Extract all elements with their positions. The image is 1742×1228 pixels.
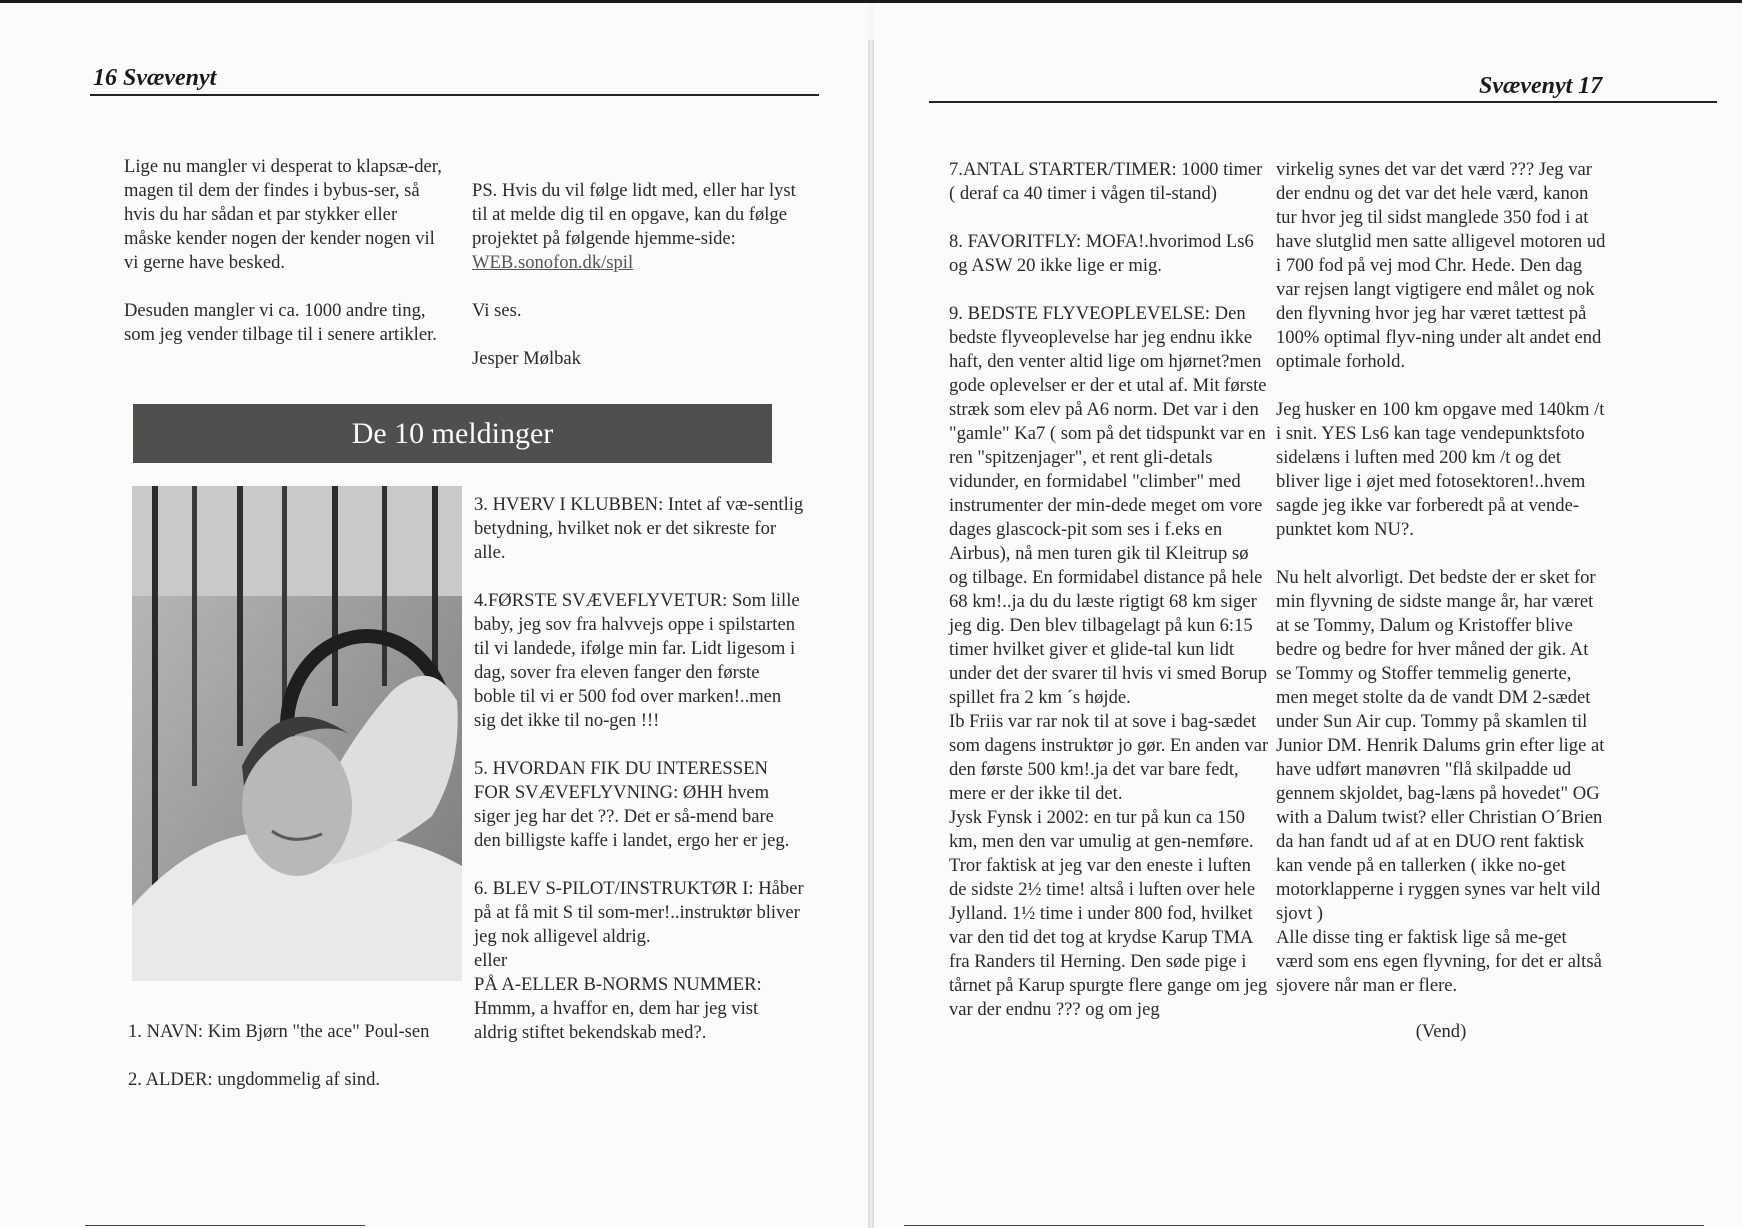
answer-name: 1. NAVN: Kim Bjørn "the ace" Poul-sen: [128, 1021, 430, 1042]
answer-6-or: eller: [474, 950, 508, 971]
author-name: Jesper Mølbak: [472, 348, 581, 369]
intro-column: [124, 155, 449, 371]
page-header-left: 16 Svævenyt: [93, 65, 217, 91]
section-banner: De 10 meldinger: [133, 404, 772, 463]
answer-4: 4.FØRSTE SVÆVEFLYVETUR: Som lille baby, jeg sov fra halvvejs oppe i spilstarten til vi landede, ifølge min far. Lidt ligesom i dag, sover fra eleven fanger den første boble til vi er 500 fod over marken!..men sig det ikke til no-gen !!!: [474, 590, 800, 731]
answer-9-cont-2: Jysk Fynsk i 2002: en tur på kun ca 150 km, men den var umulig at gen-nemføre. Tror faktisk at jeg var den eneste i luften de sidste 2½ time! altså i luften over hele Jylland. 1½ time i under 800 fod, hvilket var den tid det tog at krydse Karup TMA fra Randers til Herning. Den søde pige i tårnet på Karup spurgte flere gange om jeg var der endnu ??? og om jeg: [949, 807, 1268, 1020]
right-column-2: [1276, 158, 1606, 1068]
answer-6: 6. BLEV S-PILOT/INSTRUKTØR I: Håber på at få mit S til som-mer!..instruktør bliver jeg nok alligevel aldrig.: [474, 878, 804, 947]
answer-6-alt: PÅ A-ELLER B-NORMS NUMMER: Hmmm, a hvaffor en, dem har jeg vist aldrig stiftet bekendskab med?.: [474, 974, 762, 1043]
story-paragraph-2: Jeg husker en 100 km opgave med 140km /t i snit. YES Ls6 kan tage vendepunktsfoto sidelæns i luften med 200 km /t og det bliver lige i øjet med fotosektoren!..hvem sagde jeg ikke var forberedt på at vende-punktet kom NU?.: [1276, 399, 1605, 540]
intro-paragraph-2: Desuden mangler vi ca. 1000 andre ting, som jeg vender tilbage til i senere artikler.: [124, 300, 437, 345]
answer-age: 2. ALDER: ungdommelig af sind.: [128, 1069, 381, 1090]
answers-column: [474, 493, 804, 1045]
intro-paragraph-1: Lige nu mangler vi desperat to klapsæ-der, magen til dem der findes i bybus-ser, så hvis du har sådan et par stykker eller måske kender nogen der kender nogen vil vi gerne have besked.: [124, 156, 442, 273]
page-header-right: Svævenyt 17: [1479, 73, 1603, 99]
ps-paragraph: [472, 179, 812, 275]
answer-5: 5. HVORDAN FIK DU INTERESSEN FOR SVÆVEFLYVNING: ØHH hvem siger jeg har det ??. Det er så-mend bare den billigste kaffe i landet, ergo her er jeg.: [474, 758, 790, 851]
left-page: [0, 3, 868, 1228]
right-page: [874, 3, 1742, 1228]
answer-9-cont-1: Ib Friis var rar nok til at sove i bag-sædet som dagens instruktør jo gør. En anden var den første 500 km!.ja det var bare fedt, mere er der ikke til det.: [949, 711, 1269, 804]
answer-8: 8. FAVORITFLY: MOFA!.hvorimod Ls6 og ASW 20 ikke lige er mig.: [949, 231, 1254, 276]
portrait-illustration: [132, 486, 462, 981]
answer-7: 7.ANTAL STARTER/TIMER: 1000 timer ( deraf ca 40 timer i vågen til-stand): [949, 159, 1263, 204]
header-rule-right: [929, 101, 1717, 103]
answer-9: 9. BEDSTE FLYVEOPLEVELSE: Den bedste flyveoplevelse har jeg endnu ikke haft, den venter altid lige om hjørnet?men gode oplevelser er der et utal af. Mit første stræk som elev på A6 norm. Det var i den "gamle" Ka7 ( som på det tidspunkt var en ren "spitzenjager", et rent gli-detals vidunder, en formidabel "climber" med instrumenter der min-dede meget om vore dages glascock-pit som ses i f.eks en Airbus), nå men turen gik til Kleitrup sø og tilbage. En formidabel distance på hele 68 km!..ja du du læste rigtigt 68 km siger jeg dig. Den blev tilbagelagt på kun 6:15 timer hvilket giver et glide-tal kun lidt under det der svarer til hvis vi smed Borup spillet fra 2 km ´s højde.: [949, 303, 1268, 708]
portrait-photo: [132, 486, 462, 981]
project-link[interactable]: WEB.sonofon.dk/spil: [472, 252, 634, 273]
ps-text: PS. Hvis du vil følge lidt med, eller har lyst til at melde dig til en opgave, kan du følge projektet på følgende hjemme-side:: [472, 180, 796, 249]
sign-off: Vi ses.: [472, 300, 522, 321]
story-paragraph-1: virkelig synes det var det værd ??? Jeg var der endnu og det var det hele værd, kanon tur hvor jeg til sidst manglede 350 fod i at have slutglid men satte alligevel motoren ud i 700 fod på vej mod Chr. Hede. Den dag var rejsen langt vigtigere end målet og nok den flyvning hvor jeg har været tættest på 100% optimal flyv-ning under alt andet end optimale forhold.: [1276, 159, 1606, 372]
footer-rule-left: [85, 1225, 365, 1226]
header-rule-left: [90, 94, 819, 96]
story-paragraph-4: Alle disse ting er faktisk lige så me-get værd som ens egen flyvning, for det er altså sjovere når man er flere.: [1276, 927, 1602, 996]
answer-3: 3. HVERV I KLUBBEN: Intet af væ-sentlig betydning, hvilket nok er det sikreste for alle.: [474, 494, 804, 563]
story-paragraph-3: Nu helt alvorligt. Det bedste der er sket for min flyvning de sidste mange år, har været at se Tommy, Dalum og Kristoffer blive bedre og bedre for hver måned der gik. At se Tommy og Stoffer temmelig generte, men meget stolte da de vandt DM 2-sædet under Sun Air cup. Tommy på skamlen til Junior DM. Henrik Dalums grin efter lige at have udført manøvren "flå skilpadde ud gennem skjoldet, bag-læns på hovedet" OG with a Dalum twist? eller Christian O´Brien da han fandt ud af at en DUO rent faktisk kan vende på en tallerken ( ikke no-get motorklapperne i ryggen synes var helt vild sjovt ): [1276, 567, 1605, 924]
footer-rule-right: [904, 1225, 1704, 1226]
right-column-1: [949, 158, 1269, 1022]
ps-column: [472, 179, 812, 395]
caption-column: [128, 1020, 452, 1116]
continued-note: (Vend): [1415, 1021, 1467, 1042]
